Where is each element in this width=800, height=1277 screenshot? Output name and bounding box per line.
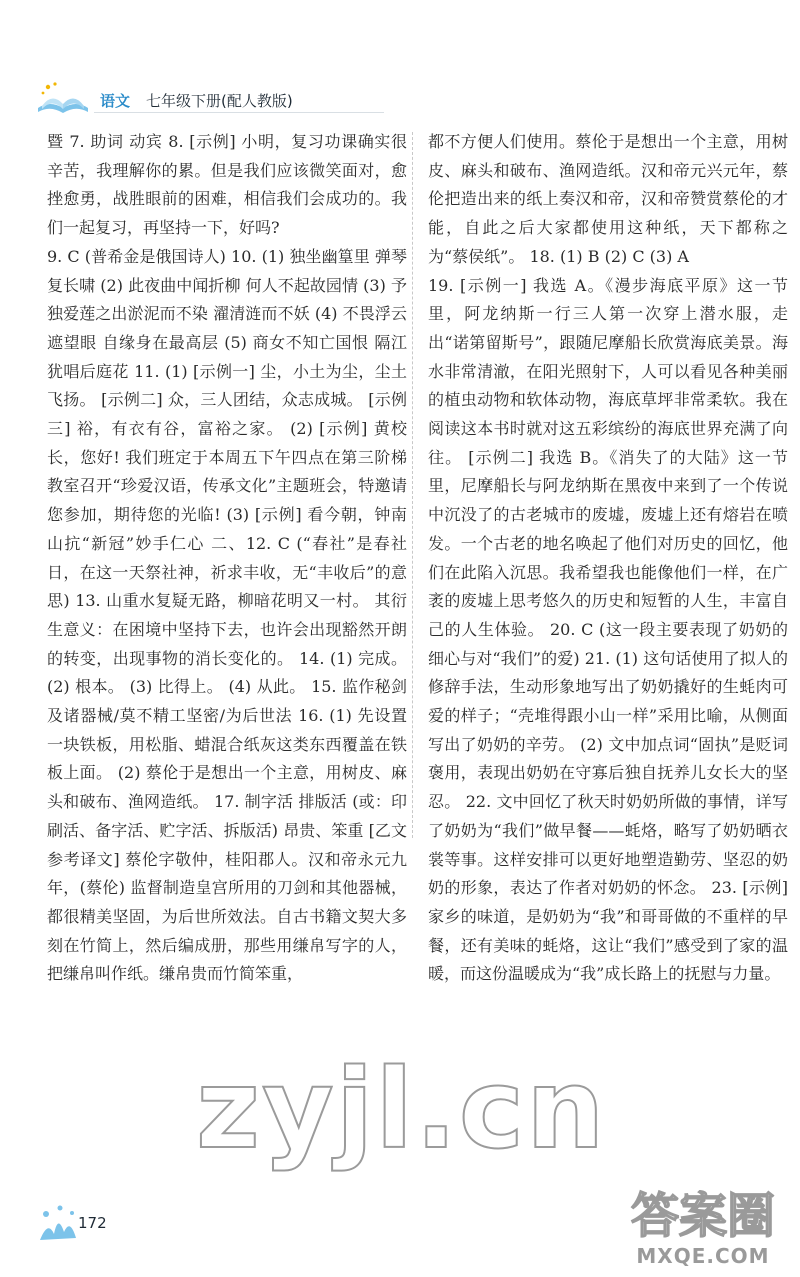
- header-divider: [94, 112, 384, 113]
- open-book-logo-icon: [34, 78, 92, 118]
- corner-logo-title: 答案圈: [630, 1188, 775, 1244]
- page-header: [34, 78, 394, 118]
- water-splash-icon: [34, 1200, 82, 1246]
- corner-site-logo: [618, 1190, 788, 1270]
- page-number-block: [34, 1200, 124, 1246]
- answer-paragraph: 暨 7. 助词 动宾 8. [示例] 小明，复习功课确实很辛苦，我理解你的累。但是我们应该微笑面对，愈挫愈勇，战胜眼前的困难，相信我们会成功的。我们一起复习，再坚持一下，好吗?: [47, 132, 407, 238]
- corner-logo-url: MXQE.COM: [636, 1244, 770, 1268]
- answer-paragraph: 19. [示例一] 我选 A。《漫步海底平原》这一节里，阿龙纳斯一行三人第一次穿上潜水服，走出“诺第留斯号”，跟随尼摩船长欣赏海底美景。海水非常清澈，在阳光照射下，人可以看见各种美丽的植虫动物和软体动物，海底草坪非常柔软。我在阅读这本书时就对这五彩缤纷的海底世界充满了向往。 [示例二] 我选 B。《消失了的大陆》这一节里，尼摩船长与阿龙纳斯在黑夜中来到了一个传说中沉没了的古老城市的废墟，废墟上还有熔岩在喷发。一个古老的地名唤起了他们对历史的回忆，他们在此陷入沉思。我希望我也能像他们一样，在广袤的废墟上思考悠久的历史和短暂的人生，丰富自己的人生体验。 20. C (这一段主要表现了奶奶的细心与对“我们”的爱) 21. (1) 这句话使用了拟人的修辞手法，生动形象地写出了奶奶撬好的生蚝肉可爱的样子；“壳堆得跟小山一样”采用比喻，从侧面写出了奶奶的辛劳。 (2) 文中加点词“固执”是贬词褒用，表现出奶奶在守寡后独自抚养儿女长大的坚忍。 22. 文中回忆了秋天时奶奶所做的事情，详写了奶奶为“我们”做早餐——蚝烙，略写了奶奶晒衣裳等事。这样安排可以更好地塑造勤劳、坚忍的奶奶的形象，表达了作者对奶奶的怀念。 23. [示例] 家乡的味道，是奶奶为“我”和哥哥做的不重样的早餐，还有美味的蚝烙，这让“我们”感受到了家的温暖，而这份温暖成为“我”成长路上的抚慰与力量。: [428, 275, 788, 984]
- watermark-text: zyjl.cn: [196, 1045, 607, 1173]
- grade-label: 七年级下册(配人教版): [146, 92, 293, 110]
- column-divider: [412, 132, 413, 838]
- answer-paragraph: 9. C (普希金是俄国诗人) 10. (1) 独坐幽篁里 弹琴复长啸 (2) 此夜曲中闻折柳 何人不起故园情 (3) 予独爱莲之出淤泥而不染 濯清涟而不妖 (4) 不畏浮云遮望眼 自缘身在最高层 (5) 商女不知亡国恨 隔江犹唱后庭花 11. (1) [示例一] 尘，小土为尘，尘土飞扬。 [示例二] 众，三人团结，众志成城。 [示例三] 裕，有衣有谷，富裕之家。 (2) [示例] 黄校长，您好! 我们班定于本周五下午四点在第三阶梯教室召开“珍爱汉语，传承文化”主题班会，特邀请您参加，期待您的光临! (3) [示例] 看今朝，钟南山抗“新冠”妙手仁心 二、12. C (“春社”是春社日，在这一天祭社神，祈求丰收，无“丰收后”的意思) 13. 山重水复疑无路，柳暗花明又一村。 其衍生意义：在困境中坚持下去，也许会出现豁然开朗的转变，出现事物的消长变化的。 14. (1) 完成。 (2) 根本。 (3) 比得上。 (4) 从此。 15. 监作秘剑及诸器械/莫不精工坚密/为后世法 16. (1) 先设置一块铁板，用松脂、蜡混合纸灰这类东西覆盖在铁板上面。 (2) 蔡伦于是想出一个主意，用树皮、麻头和破布、渔网造纸。 17. 制字活 排版活 (或：印刷活、备字活、贮字活、拆版活) 昂贵、笨重 [乙文参考译文] 蔡伦字敬仲，桂阳郡人。汉和帝永元九年，(蔡伦) 监督制造皇宫所用的刀剑和其他器械，都很精美坚固，为后世所效法。自古书籍文契大多刻在竹简上，然后编成册，那些用缣帛写字的人，把缣帛叫作纸。缣帛贵而竹简笨重，: [47, 246, 407, 984]
- left-answer-column: [47, 128, 407, 989]
- right-answer-column: [428, 128, 788, 989]
- subject-label: 语文: [100, 92, 131, 110]
- answer-paragraph: 都不方便人们使用。蔡伦于是想出一个主意，用树皮、麻头和破布、渔网造纸。汉和帝元兴元年，蔡伦把造出来的纸上奏汉和帝，汉和帝赞赏蔡伦的才能，自此之后大家都使用这种纸，天下都称之为“蔡侯纸”。 18. (1) B (2) C (3) A: [428, 132, 788, 266]
- page-number: 172: [78, 1214, 107, 1232]
